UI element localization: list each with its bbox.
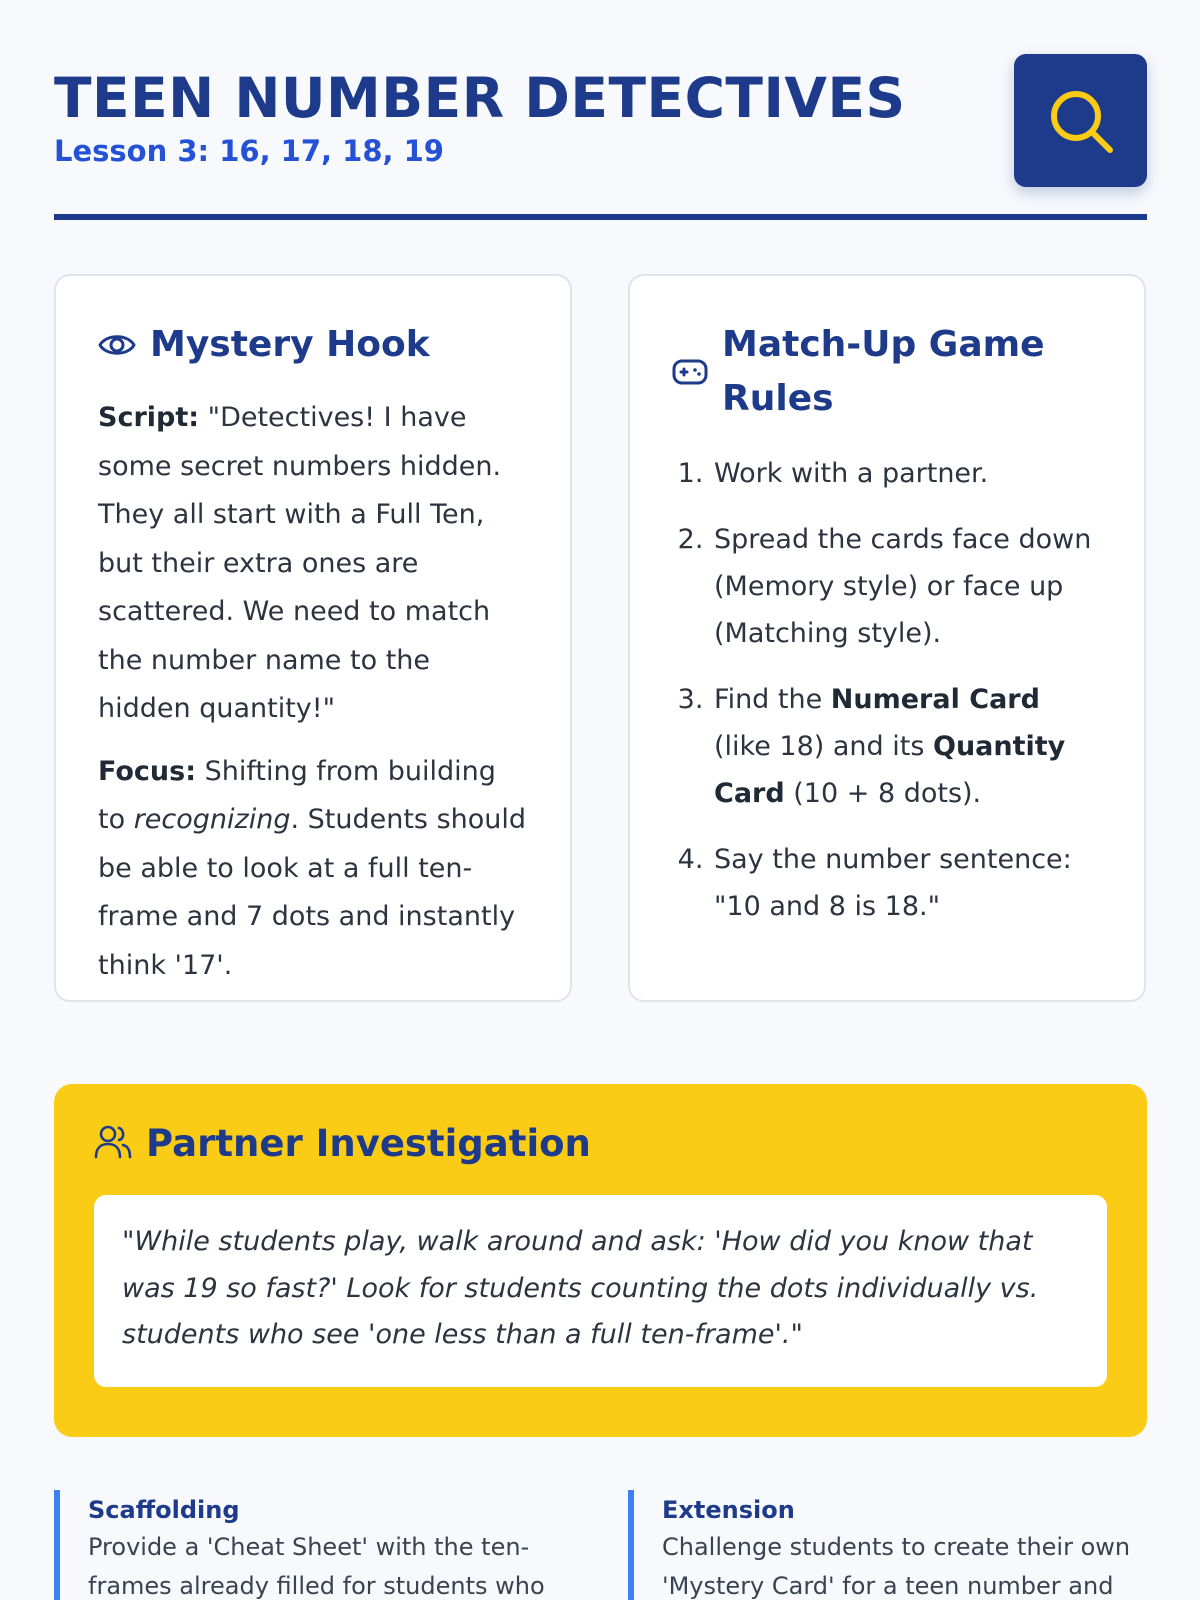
mystery-hook-body (98, 394, 528, 990)
focus-label: Focus: (98, 755, 196, 787)
partner-header (94, 1122, 1107, 1165)
match-up-card (628, 274, 1146, 1002)
focus-text-post: . Students should be able to look at a full ten-frame and 7 dots and instantly think '17'. (98, 804, 527, 981)
scaffolding-title: Scaffolding (88, 1496, 240, 1524)
rule-item (712, 676, 1102, 817)
focus-paragraph (98, 748, 528, 991)
partner-quote: "While students play, walk around and ask: 'How did you know that was 19 so fast?' Look for students counting the dots individually vs. students who see 'one less than a full ten-frame'." (94, 1195, 1107, 1387)
rule-item: 2. Spread the cards face down (Memory style) or face up (Matching style). (712, 516, 1102, 657)
lesson-page (54, 0, 1147, 1600)
rule3-pre: Find the (714, 684, 831, 715)
gamepad-icon (672, 318, 708, 426)
extension-note (628, 1490, 1146, 1600)
rule-item: 4. Say the number sentence: "10 and 8 is 18." (712, 836, 1102, 930)
rule-item: 1. Work with a partner. (712, 450, 1102, 497)
mystery-hook-header (98, 318, 528, 372)
script-label: Script: (98, 402, 200, 433)
script-paragraph (98, 394, 528, 734)
numeral-card-term: Numeral Card (830, 684, 1040, 715)
partner-title: Partner Investigation (146, 1122, 591, 1165)
header-divider (54, 214, 1147, 220)
focus-emphasis: recognizing (133, 804, 291, 835)
search-icon (1046, 86, 1116, 156)
lesson-subtitle: Lesson 3: 16, 17, 18, 19 (54, 134, 444, 168)
eye-icon (98, 318, 136, 372)
page-title: TEEN NUMBER DETECTIVES (54, 66, 906, 130)
match-up-header (672, 318, 1102, 426)
game-rules-list (672, 450, 1102, 930)
rule3-mid: (like 18) and its (714, 731, 933, 762)
search-button[interactable] (1014, 54, 1147, 187)
match-up-title: Match-Up Game Rules (722, 324, 1045, 419)
scaffolding-note (54, 1490, 572, 1600)
mystery-hook-card (54, 274, 572, 1002)
extension-text: Challenge students to create their own 'Mystery Card' for a teen number and (662, 1533, 1131, 1600)
users-icon (94, 1124, 132, 1164)
extension-title: Extension (662, 1496, 795, 1524)
rule3-post: (10 + 8 dots). (784, 778, 982, 809)
script-text: "Detectives! I have some secret numbers hidden. They all start with a Full Ten, but their extra ones are scattered. We need to match the number name to the hidden quantity!" (98, 402, 502, 724)
partner-investigation-panel (54, 1084, 1147, 1437)
focus-text-pre: Shifting from building to (98, 755, 496, 835)
page-header (54, 60, 1147, 220)
quantity-card-term: Quantity Card (714, 731, 1066, 809)
mystery-hook-title: Mystery Hook (150, 324, 430, 365)
scaffolding-text: Provide a 'Cheat Sheet' with the ten-frames already filled for students who (88, 1533, 545, 1600)
